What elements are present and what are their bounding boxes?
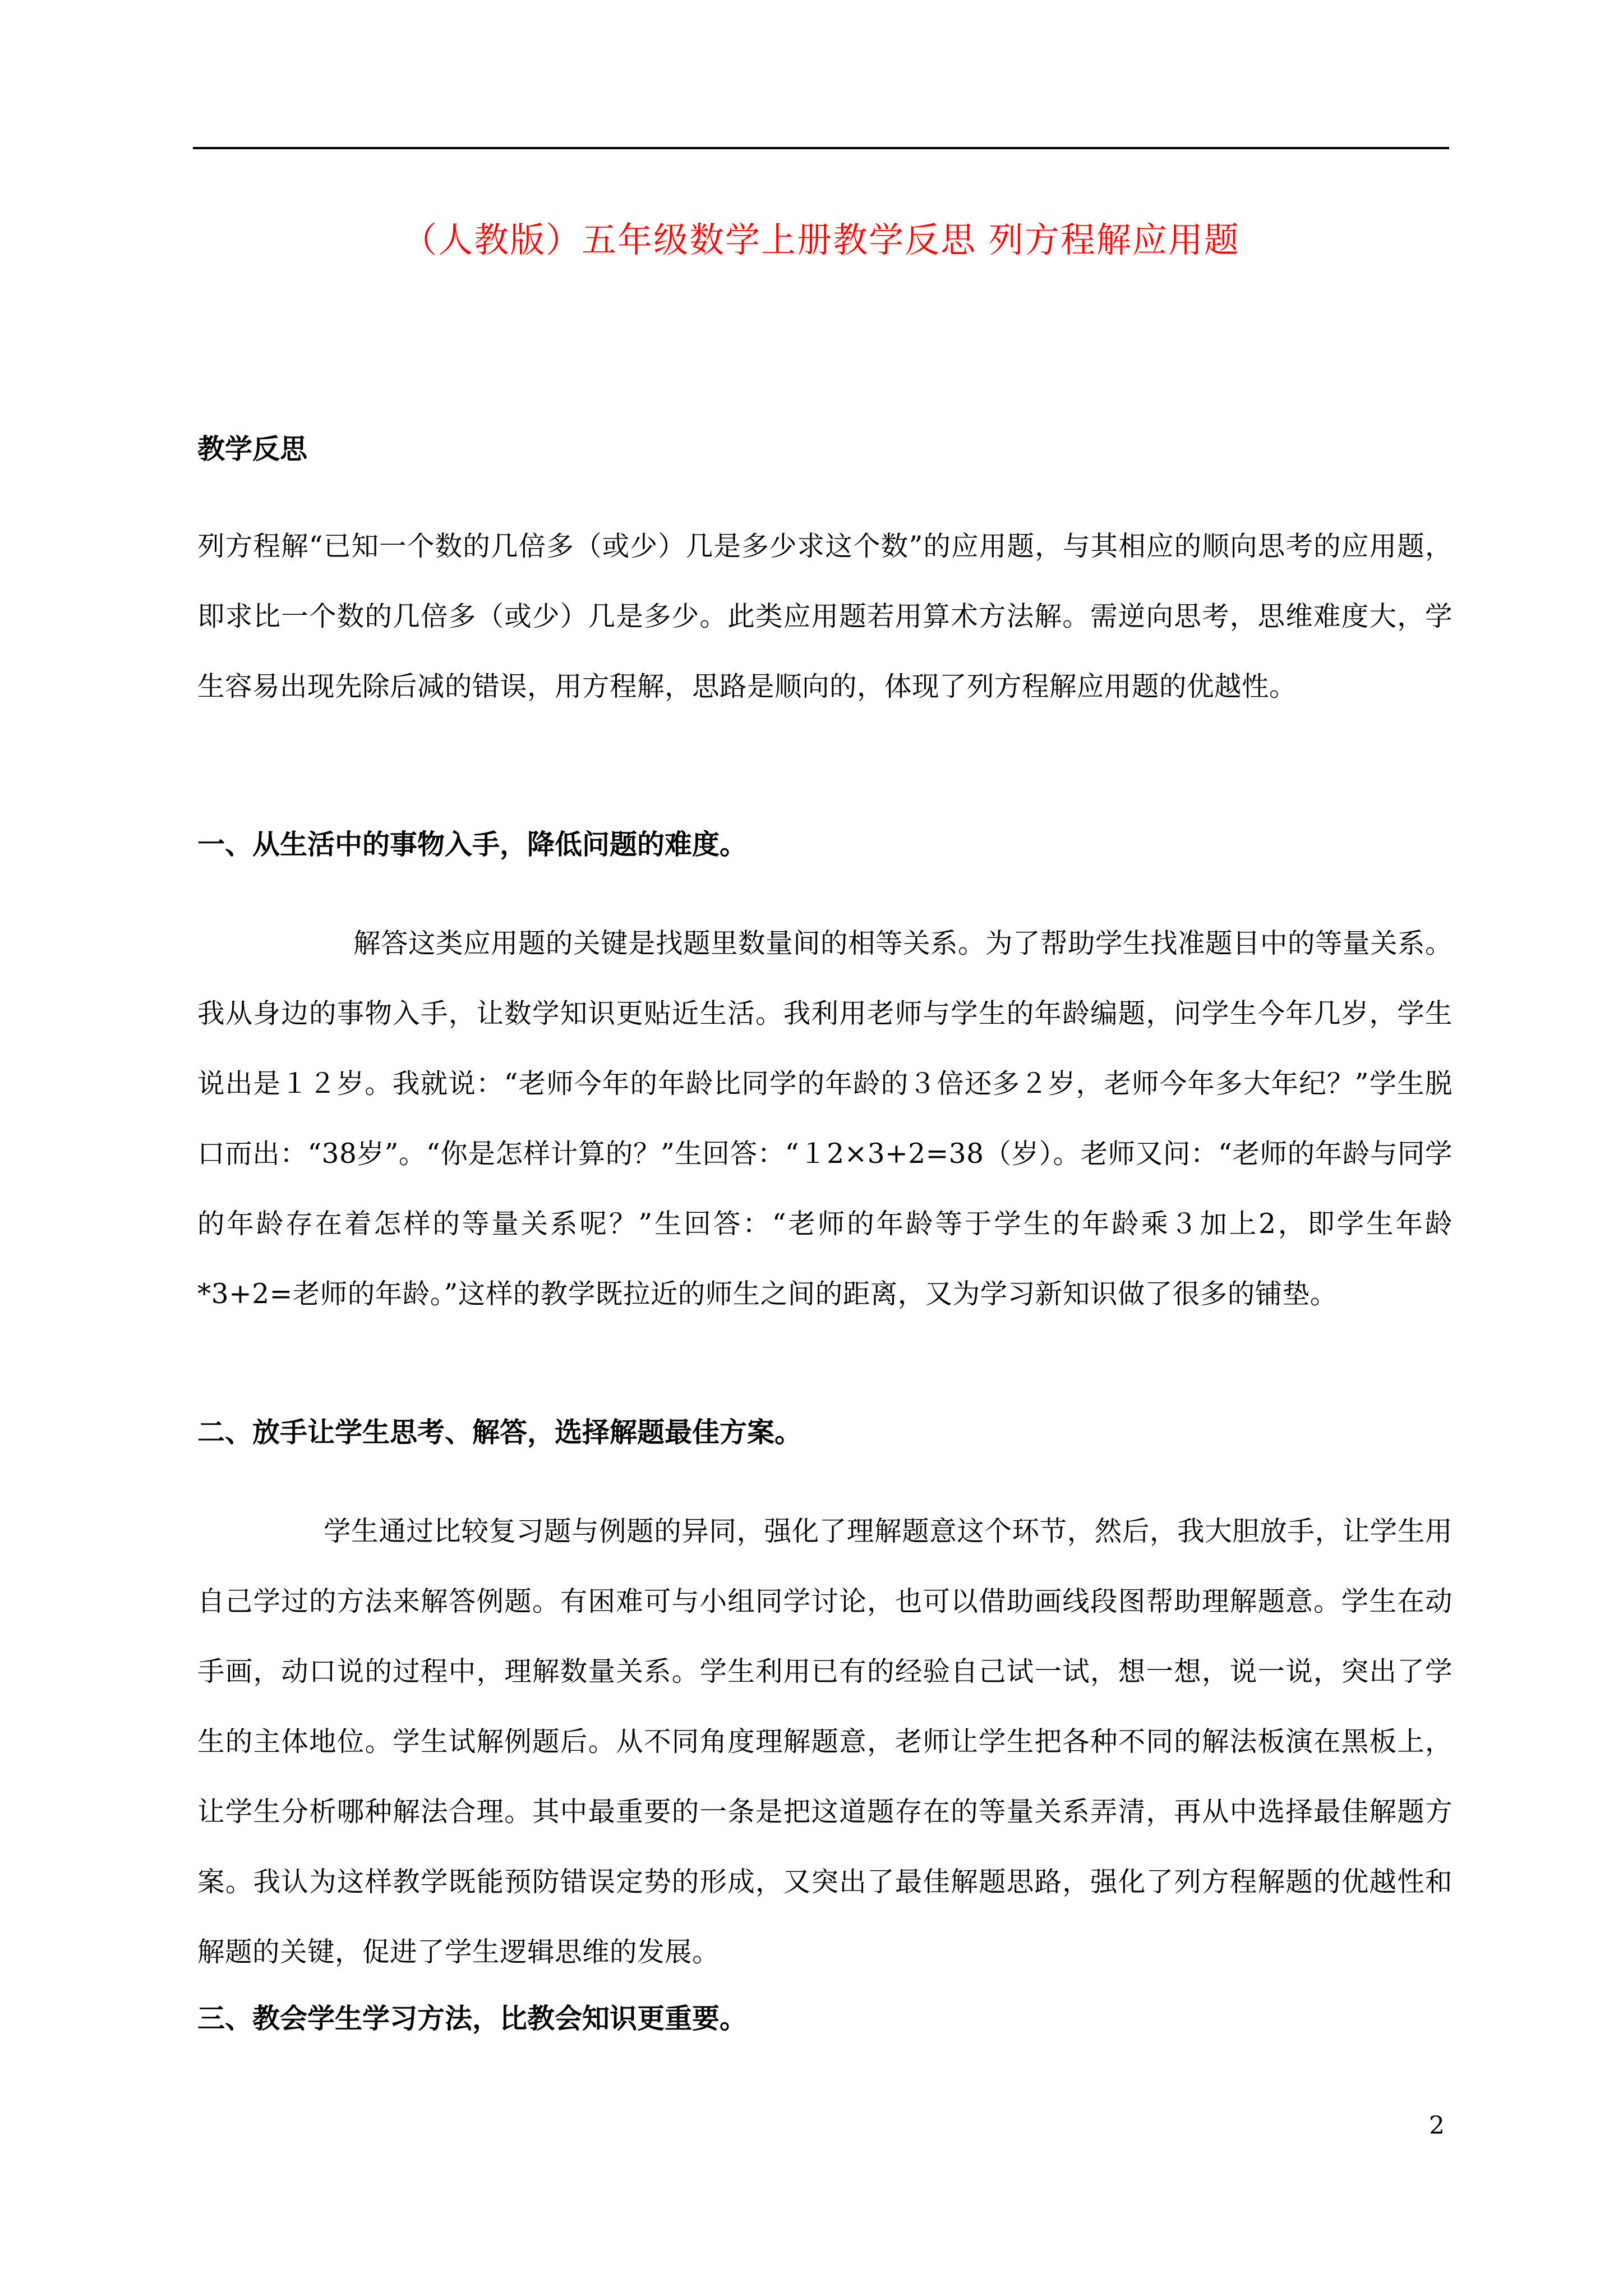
section-heading-reflection: 教学反思 [197,432,308,465]
part2-paragraph: 学生通过比较复习题与例题的异同，强化了理解题意这个环节，然后，我大胆放手，让学生用自己学过的方法来解答例题。有困难可与小组同学讨论，也可以借助画线段图帮助理解题意。学生在动手画，动口说的过程中，理解数量关系。学生利用已有的经验自己试一试，想一想，说一说，突出了学生的主体地位。学生试解例题后。从不同角度理解题意，老师让学生把各种不同的解法板演在黑板上，让学生分析哪种解法合理。其中最重要的一条是把这道题存在的等量关系弄清，再从中选择最佳解题方案。我认为这样教学既能预防错误定势的形成，又突出了最佳解题思路，强化了列方程解题的优越性和解题的关键，促进了学生逻辑思维的发展。 [197,1516,1453,1968]
header-rule [193,147,1449,149]
intro-paragraph: 列方程解“已知一个数的几倍多（或少）几是多少求这个数”的应用题，与其相应的顺向思考的应用题，即求比一个数的几倍多（或少）几是多少。此类应用题若用算术方法解。需逆向思考，思维难度大，学生容易出现先除后减的错误，用方程解，思路是顺向的，体现了列方程解应用题的优越性。 [197,531,1453,702]
part1-paragraph: 解答这类应用题的关键是找题里数量间的相等关系。为了帮助学生找准题目中的等量关系。我从身边的事物入手，让数学知识更贴近生活。我利用老师与学生的年龄编题，问学生今年几岁，学生说出是１２岁。我就说：“老师今年的年龄比同学的年龄的３倍还多２岁，老师今年多大年纪？”学生脱口而出：“38岁”。“你是怎样计算的？”生回答：“１2×3+2=38（岁）。老师又问：“老师的年龄与同学的年龄存在着怎样的等量关系呢？”生回答：“老师的年龄等于学生的年龄乘３加上2，即学生年龄*3+2=老师的年龄。”这样的教学既拉近的师生之间的距离，又为学习新知识做了很多的铺垫。 [197,928,1453,1310]
section-heading-part2: 二、放手让学生思考、解答，选择解题最佳方案。 [197,1416,803,1448]
document-title: （人教版）五年级数学上册教学反思 列方程解应用题 [402,219,1240,260]
section-heading-part3: 三、教会学生学习方法，比教会知识更重要。 [197,2002,748,2035]
section-heading-part1: 一、从生活中的事物入手，降低问题的难度。 [197,828,748,861]
page-number: 2 [1429,2111,1445,2140]
